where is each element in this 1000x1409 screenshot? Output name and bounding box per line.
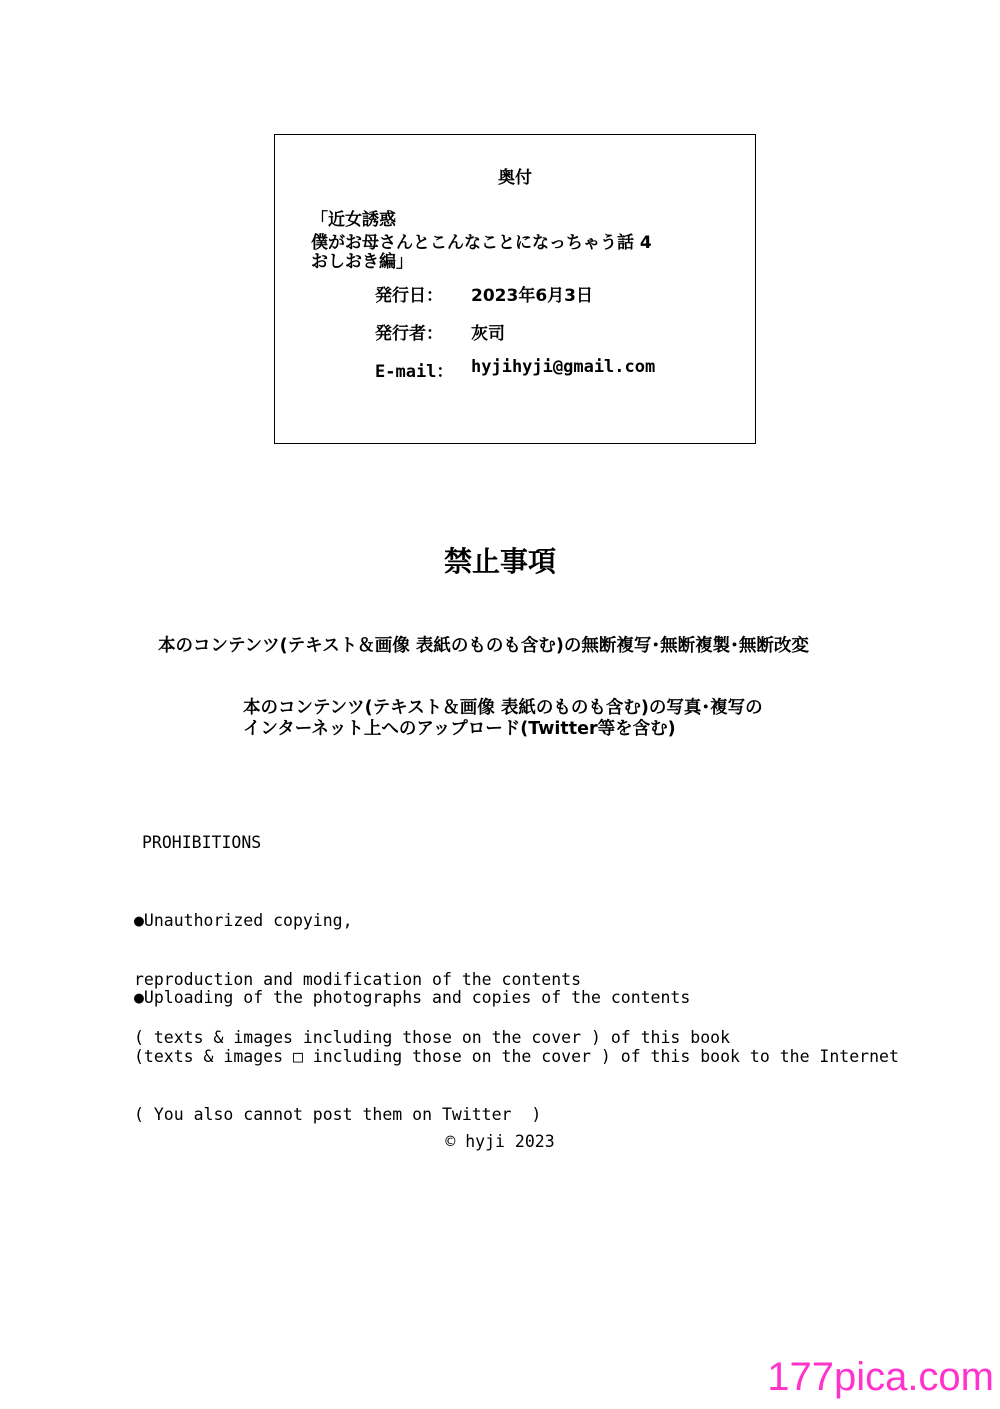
info-row-email — [375, 357, 656, 382]
copyright-notice: © hyji 2023 — [445, 1132, 555, 1151]
en-prohibitions-title: PROHIBITIONS — [142, 833, 262, 852]
info-label: 発行者： — [375, 324, 443, 344]
en-line: reproduction and modification of the contents — [134, 969, 582, 989]
info-row-publisher — [375, 319, 505, 344]
info-value: 2023年6月3日 — [471, 286, 593, 306]
watermark: 177pica.com — [767, 1355, 994, 1399]
info-value: 灰司 — [471, 324, 505, 344]
colophon-heading: 奥付 — [498, 168, 532, 188]
title-line-3: おしおき編」 — [311, 252, 413, 272]
jp-prohibition-1: 本のコンテンツ(テキスト＆画像 表紙のものも含む)の無断複写･無断複製･無断改変 — [158, 636, 809, 656]
title-line-1: 「近女誘惑 — [311, 210, 396, 230]
jp-prohibition-2a: 本のコンテンツ(テキスト＆画像 表紙のものも含む)の写真･複写の — [243, 698, 763, 718]
title-line-2: 僕がお母さんとこんなことになっちゃう話 4 — [311, 233, 652, 253]
en-line: (texts & images □ including those on the cover ) of this book to the Internet — [134, 1046, 899, 1066]
prohibitions-heading: 禁止事項 — [443, 545, 556, 578]
info-value: hyjihyji@gmail.com — [471, 357, 656, 377]
en-line: ●Uploading of the photographs and copies of the contents — [134, 988, 691, 1007]
en-line: ( texts & images including those on the cover ) of this book — [134, 1028, 731, 1047]
en-line: ( You also cannot post them on Twitter ) — [134, 1105, 542, 1124]
info-label: 発行日： — [375, 286, 443, 306]
en-line: ●Unauthorized copying, — [134, 911, 353, 930]
jp-prohibition-2b: インターネット上へのアップロード(Twitter等を含む) — [243, 719, 676, 739]
colophon-box — [274, 134, 756, 444]
en-prohibition-2 — [134, 949, 899, 1144]
info-label: E-mail： — [375, 362, 454, 382]
info-row-date — [375, 281, 593, 306]
